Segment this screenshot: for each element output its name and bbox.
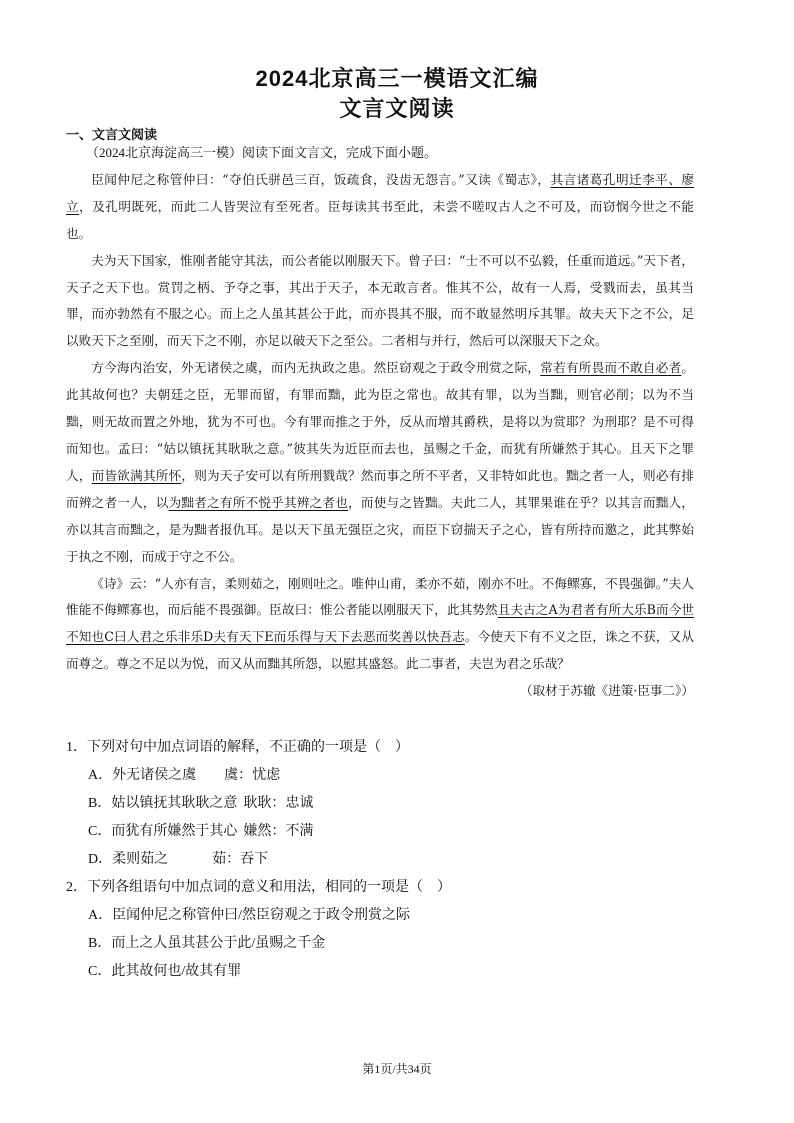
option-gloss: 虞：忧虑 <box>224 768 281 783</box>
question-2-option-b: B．而上之人虽其甚公于此/虽赐之千金 <box>88 936 326 951</box>
text-run: ，则为天子安可以有所刑戮哉？然而事之所不平者，又非特如此也。黜之者一人，则必有排而辨之者一人，以 <box>66 467 695 510</box>
text-run: ，而使与之皆黜。夫此二人，其罪果谁在乎？以其言而黜人，亦以其言而黜之，是为黜者报仇耳。是以天下虽无强臣之灾，而臣下窃揣天子之心，皆有所持而邀之，此其弊始于执之不刚，而成于守之不公。 <box>66 494 695 564</box>
questions <box>66 734 694 986</box>
question-1-option-a <box>66 762 694 790</box>
passage-paragraph-3 <box>66 355 694 570</box>
question-1-option-d <box>66 846 694 874</box>
option-text: D．柔则茹之 <box>88 852 169 867</box>
question-1-option-c <box>66 818 694 846</box>
question-1-option-b <box>66 790 694 818</box>
question-1-stem: 1．下列对句中加点词语的解释，不正确的一项是（ ） <box>66 740 409 755</box>
question-2-option-a: A．臣闻仲尼之称管仲曰/然臣窃观之于政令刑赏之际 <box>88 908 410 923</box>
passage-paragraph-1 <box>66 167 694 248</box>
text-run: 《诗》云：“人亦有言，柔则茹之，刚则吐之。唯仲山甫，柔亦不茹，刚亦不吐。不侮鳏寡，不畏强御。”夫人惟能不侮鳏寡也，而后能不畏强御。臣故曰：惟公者能以刚服天下，此其势然 <box>66 575 694 618</box>
text-run: 臣闻仲尼之称管仲曰：“夺伯氏骈邑三百，饭疏食，没齿无怨言。”又读《蜀志》， <box>91 171 551 187</box>
option-text: A．外无诸侯之虞 <box>88 768 197 783</box>
question-2-option-c: C．此其故何也/故其有罪 <box>88 964 242 979</box>
passage-paragraph-4 <box>66 571 694 679</box>
page-footer: 第1页/共34页 <box>362 1062 432 1076</box>
section-heading: 一、文言文阅读 <box>66 127 158 142</box>
option-text: C．而犹有所嫌然于其心 <box>88 824 238 839</box>
option-gloss: 嫌然：不满 <box>243 824 314 839</box>
text-run: 方今海内治安，外无诸侯之虞，而内无执政之患。然臣窃观之于政令刑赏之际， <box>91 360 541 376</box>
underlined-sentence: 常若有所畏而不敢自必者 <box>540 360 682 376</box>
citation: （取材于苏辙《进策·臣事二》） <box>519 683 694 699</box>
text-run: ，及孔明既死，而此二人皆哭泣有至死者。臣每读其书至此，未尝不嗟叹古人之不可及，而窃悯今世之不能也。 <box>66 198 694 241</box>
underlined-sentence: 且夫古之A为君者有所大乐B而今世不知也C曰人君之乐非乐D夫有天下E而乐得与天下去恶而奖善以快吾志 <box>66 602 695 645</box>
document-title: 2024北京高三一模语文汇编 <box>255 66 539 91</box>
source-note: （2024北京海淀高三一模）阅读下面文言文，完成下面小题。 <box>86 145 438 160</box>
passage-paragraph-2: 夫为天下国家，惟刚者能守其法，而公者能以刚服天下。曾子曰：“士不可以不弘毅，任重而道远。”天下者，天子之天下也。赏罚之柄、予夺之事，其出于天子，本无敢言者。惟其不公，故有一人焉，受戮而去，虽其当罪，而亦勃然有不服之心。而上之人虽其甚公于此，而亦畏其不服，而不敢显然明斥其罪。故夫天下之不公，足以败天下之至刚，而天下之不刚，亦足以破天下之至公。二者相与并行，然后可以深服天下之众。 <box>66 252 694 349</box>
passage <box>66 140 694 705</box>
document-subtitle: 文言文阅读 <box>339 96 455 121</box>
underlined-sentence: 其言诸葛孔明迁李平、廖立 <box>66 171 695 214</box>
underlined-sentence: 为黜者之有所不悦乎其辨之者也 <box>168 494 349 510</box>
text-run: 。此其故何也？夫朝廷之臣，无罪而留，有罪而黜，此为臣之常也。故其有罪，以为当黜，则官必削；以为不当黜，则无故而置之外地，犹为不可也。今有罪而推之于外，反从而增其爵秩，是将以为赏耶？为刑耶？是不可得而知也。孟曰：“姑以镇抚其耿耿之意。”彼其失为近臣而去也，虽赐之千金，而犹有所嫌然于其心。且天下之罪人， <box>66 360 695 483</box>
option-gloss: 茹：吞下 <box>212 852 269 867</box>
option-text: B．姑以镇抚其耿耿之意 <box>88 796 238 811</box>
option-gloss: 耿耿：忠诚 <box>243 796 314 811</box>
text-run: 。今使天下有不义之臣，诛之不获，又从而尊之。尊之不足以为悦，而又从而黜其所怨，以慰其盛怒。此二事者，夫岂为君之乐哉？ <box>66 629 694 672</box>
underlined-sentence: 而皆欲满其所怀 <box>91 467 182 483</box>
question-2-stem: 2．下列各组语句中加点词的意义和用法，相同的一项是（ ） <box>66 880 451 895</box>
